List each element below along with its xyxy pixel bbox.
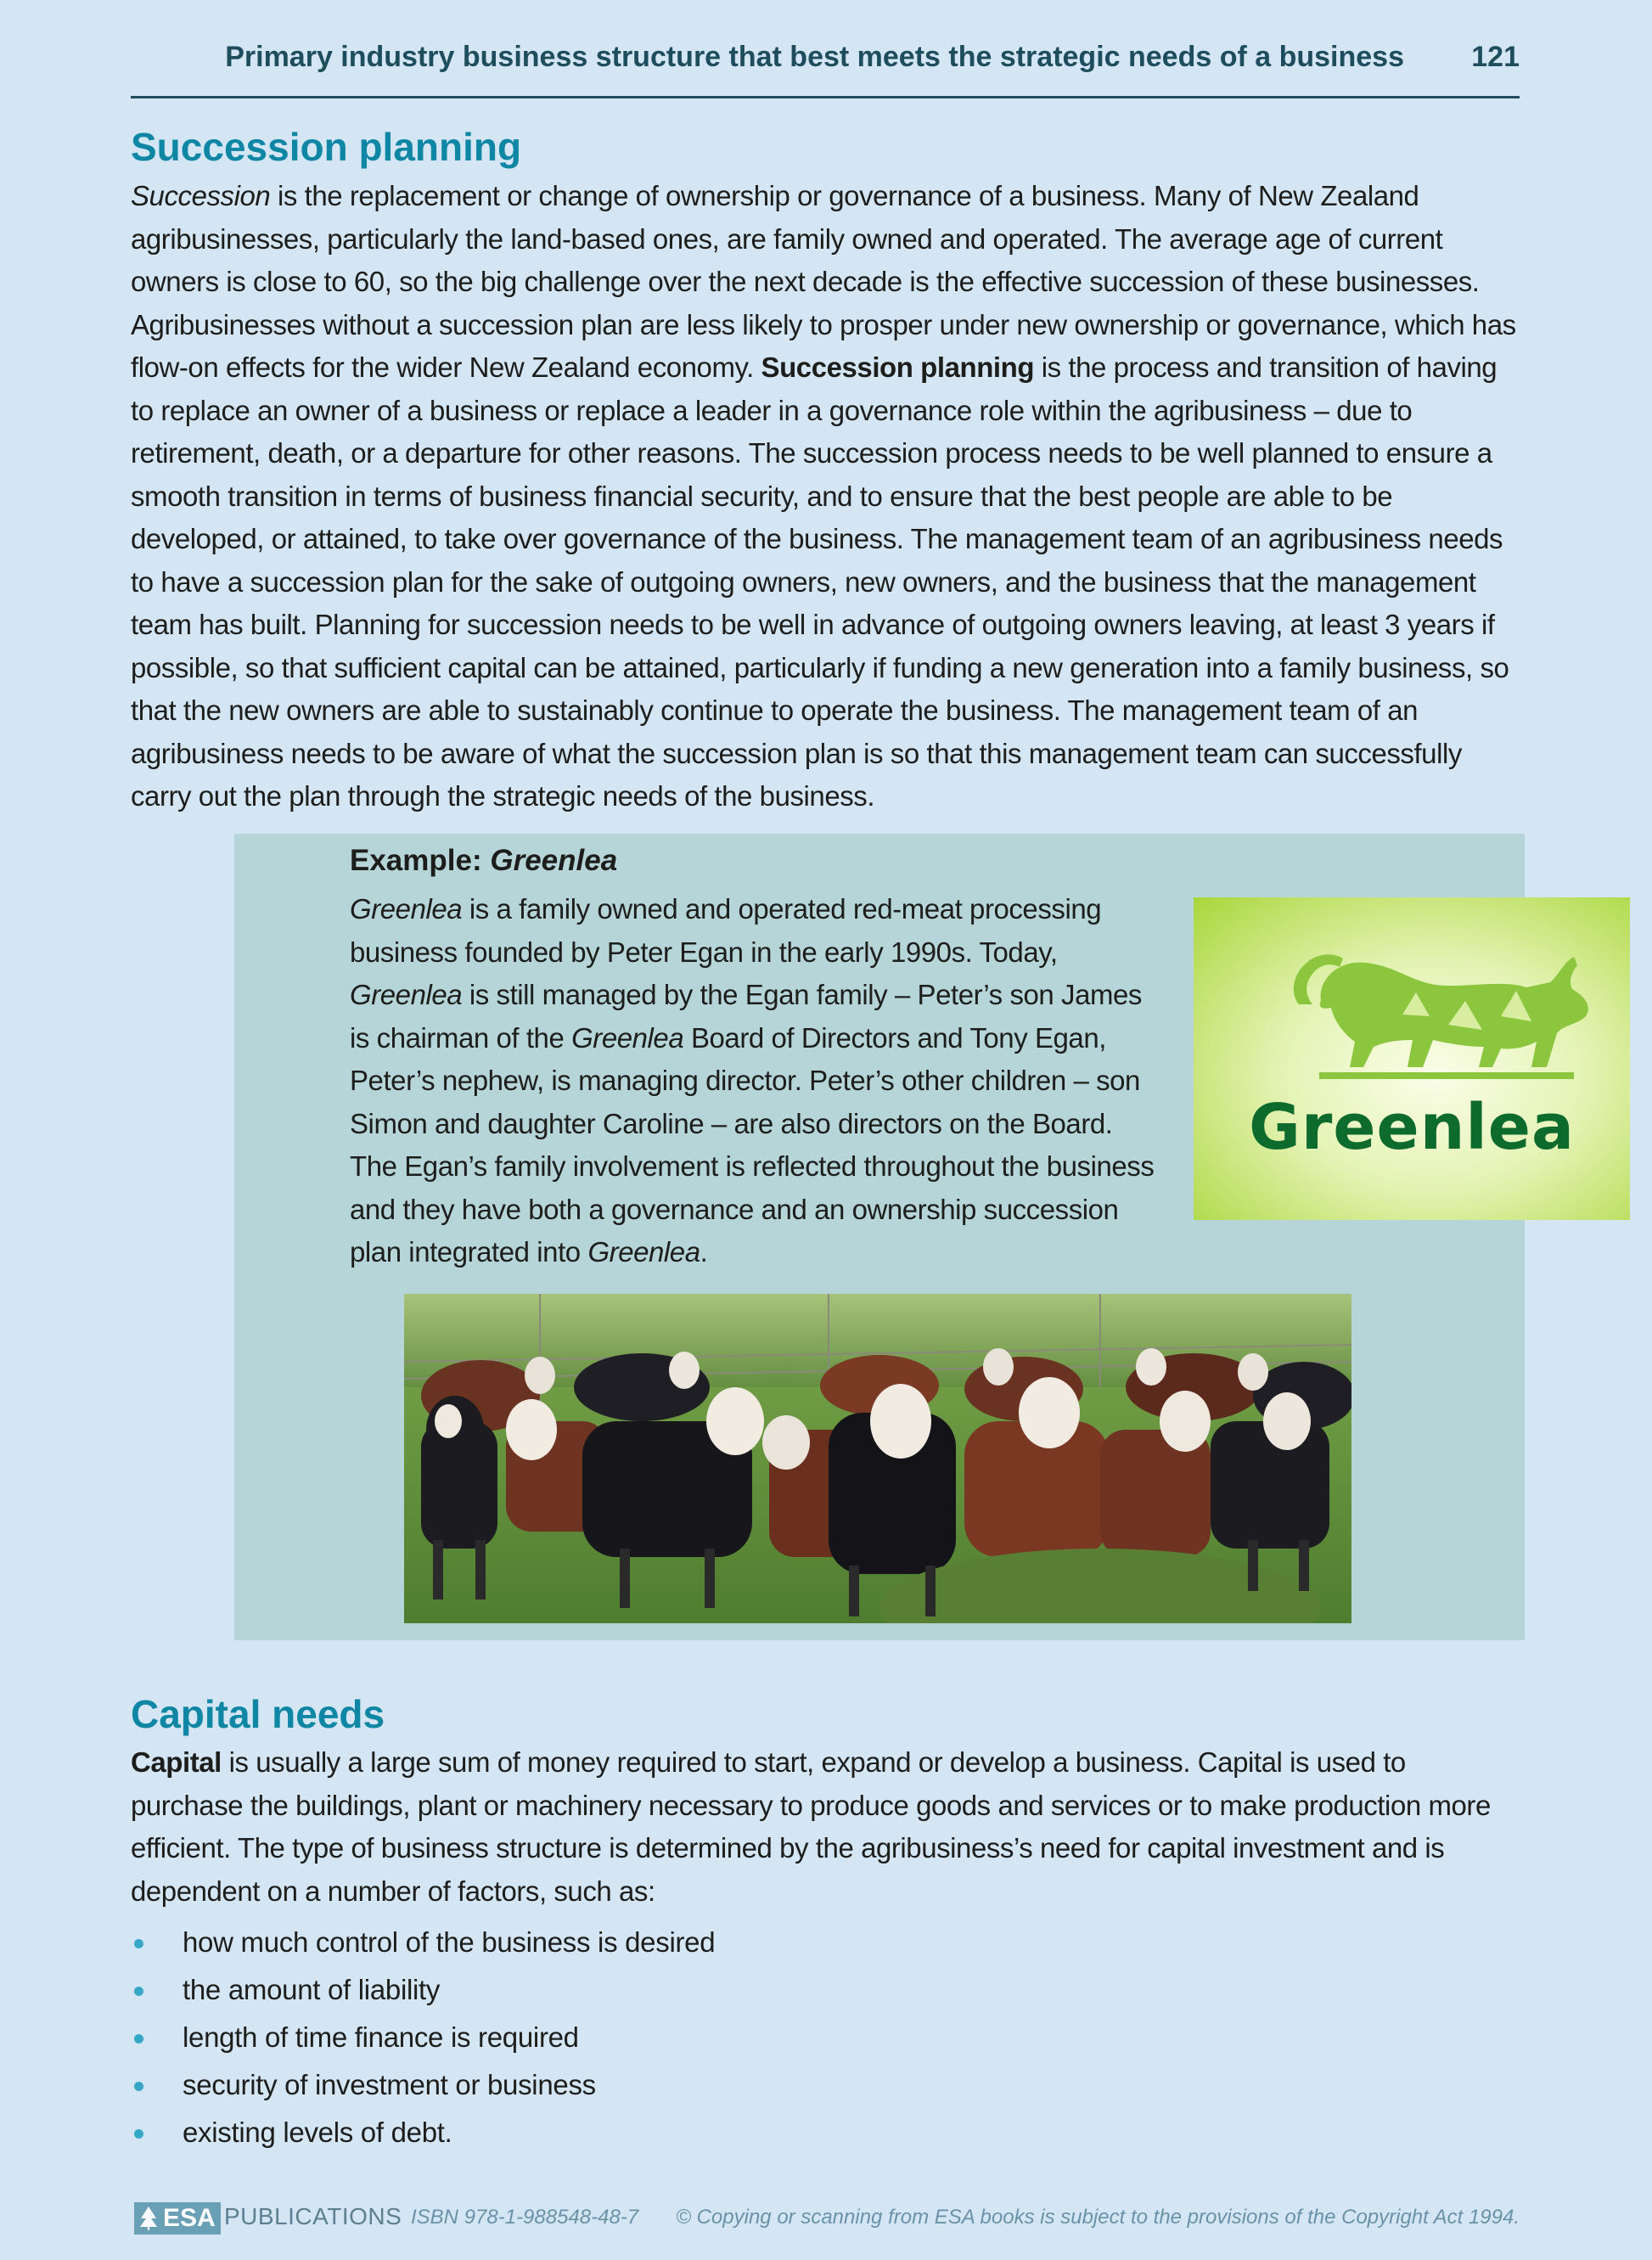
italic-term: Greenlea <box>571 1021 684 1054</box>
capital-paragraph <box>131 1741 1520 1913</box>
text-run: is the replacement or change of ownership or governance of a business. Many of New Zealand agribusinesses, particularly the land-based ones, are family owned and operated. The average age of current owners is close to 60, so the big challenge over the next decade is the effective succession of these businesses. Agribusinesses without a succession plan are less likely to prosper under new ownership or governance, which has flow-on effects for the wider New Zealand economy. <box>131 180 1516 383</box>
list-item: existing levels of debt. <box>131 2109 715 2156</box>
bold-term: Capital <box>131 1746 222 1778</box>
esa-logo <box>134 2202 221 2235</box>
text-run: Board of Directors and Tony Egan, Peter’s nephew, is managing director. Peter’s other children – son Simon and daughter Caroline – are also directors on the Board. The Egan’s family involvement is reflected throughout the business and they have both a governance and an ownership succession plan integrated into <box>350 1021 1155 1268</box>
page-number: 121 <box>1471 41 1520 73</box>
text-run: . <box>700 1236 708 1268</box>
cattle-photo <box>404 1294 1351 1623</box>
publisher-word: PUBLICATIONS <box>224 2203 402 2229</box>
text-run: is still managed by the Egan family – Peter’s son James is chairman of the <box>350 979 1142 1054</box>
running-header-title: Primary industry business structure that best meets the strategic needs of a business <box>225 41 1404 73</box>
cattle-herd-image <box>404 1294 1351 1623</box>
esa-logo-text: ESA <box>163 2204 216 2232</box>
example-paragraph <box>350 888 1165 1274</box>
italic-term: Greenlea <box>350 979 463 1010</box>
example-title-prefix: Example: <box>350 844 491 877</box>
capital-factors-list <box>131 1919 715 2156</box>
running-header <box>131 39 1520 98</box>
tree-icon <box>139 2207 158 2230</box>
italic-term: Greenlea <box>350 893 463 925</box>
list-item: security of investment or business <box>131 2061 715 2109</box>
list-item: length of time finance is required <box>131 2014 715 2061</box>
example-title <box>350 844 617 878</box>
copyright-notice: © Copying or scanning from ESA books is subject to the provisions of the Copyright Act 1994. <box>676 2206 1520 2229</box>
greenlea-logo <box>1194 897 1630 1220</box>
bull-icon <box>1194 897 1630 1220</box>
succession-paragraph <box>131 175 1520 818</box>
example-box <box>234 834 1575 1640</box>
italic-term: Succession <box>131 180 271 211</box>
section-heading-succession: Succession planning <box>131 125 522 169</box>
greenlea-logo-word: Greenlea <box>1249 1091 1575 1164</box>
isbn: ISBN 978-1-988548-48-7 <box>411 2206 639 2229</box>
section-heading-capital: Capital needs <box>131 1692 385 1736</box>
bold-term: Succession planning <box>761 351 1035 383</box>
list-item: the amount of liability <box>131 1966 715 2014</box>
textbook-page <box>131 0 1575 2260</box>
text-run: is the process and transition of having to replace an owner of a business or replace a leader in a governance role within the agribusiness – due to retirement, death, or a departure for other reasons. The succession process needs to be well planned to ensure a smooth transition in terms of business financial security, and to ensure that the best people are able to be developed, or attained, to take over governance of the business. The management team of an agribusiness needs to have a succession plan for the sake of outgoing owners, new owners, and the business that the management team has built. Planning for succession needs to be well in advance of outgoing owners leaving, at least 3 years if possible, so that sufficient capital can be attained, particularly if funding a new generation into a family business, so that the new owners are able to sustainably continue to operate the business. The management team of an agribusiness needs to be aware of what the succession plan is so that this management team can successfully carry out the plan through the strategic needs of the business. <box>131 351 1509 812</box>
text-run: is usually a large sum of money required to start, expand or develop a business. Capital is used to purchase the buildings, plant or machinery necessary to produce goods and services or to make production more efficient. The type of business structure is determined by the agribusiness’s need for capital investment and is dependent on a number of factors, such as: <box>131 1746 1491 1907</box>
text-run: is a family owned and operated red-meat processing business founded by Peter Egan in the early 1990s. Today, <box>350 893 1102 968</box>
italic-term: Greenlea <box>587 1236 700 1268</box>
example-title-name: Greenlea <box>490 844 618 877</box>
list-item: how much control of the business is desired <box>131 1919 715 1966</box>
page-footer <box>131 2202 1520 2236</box>
